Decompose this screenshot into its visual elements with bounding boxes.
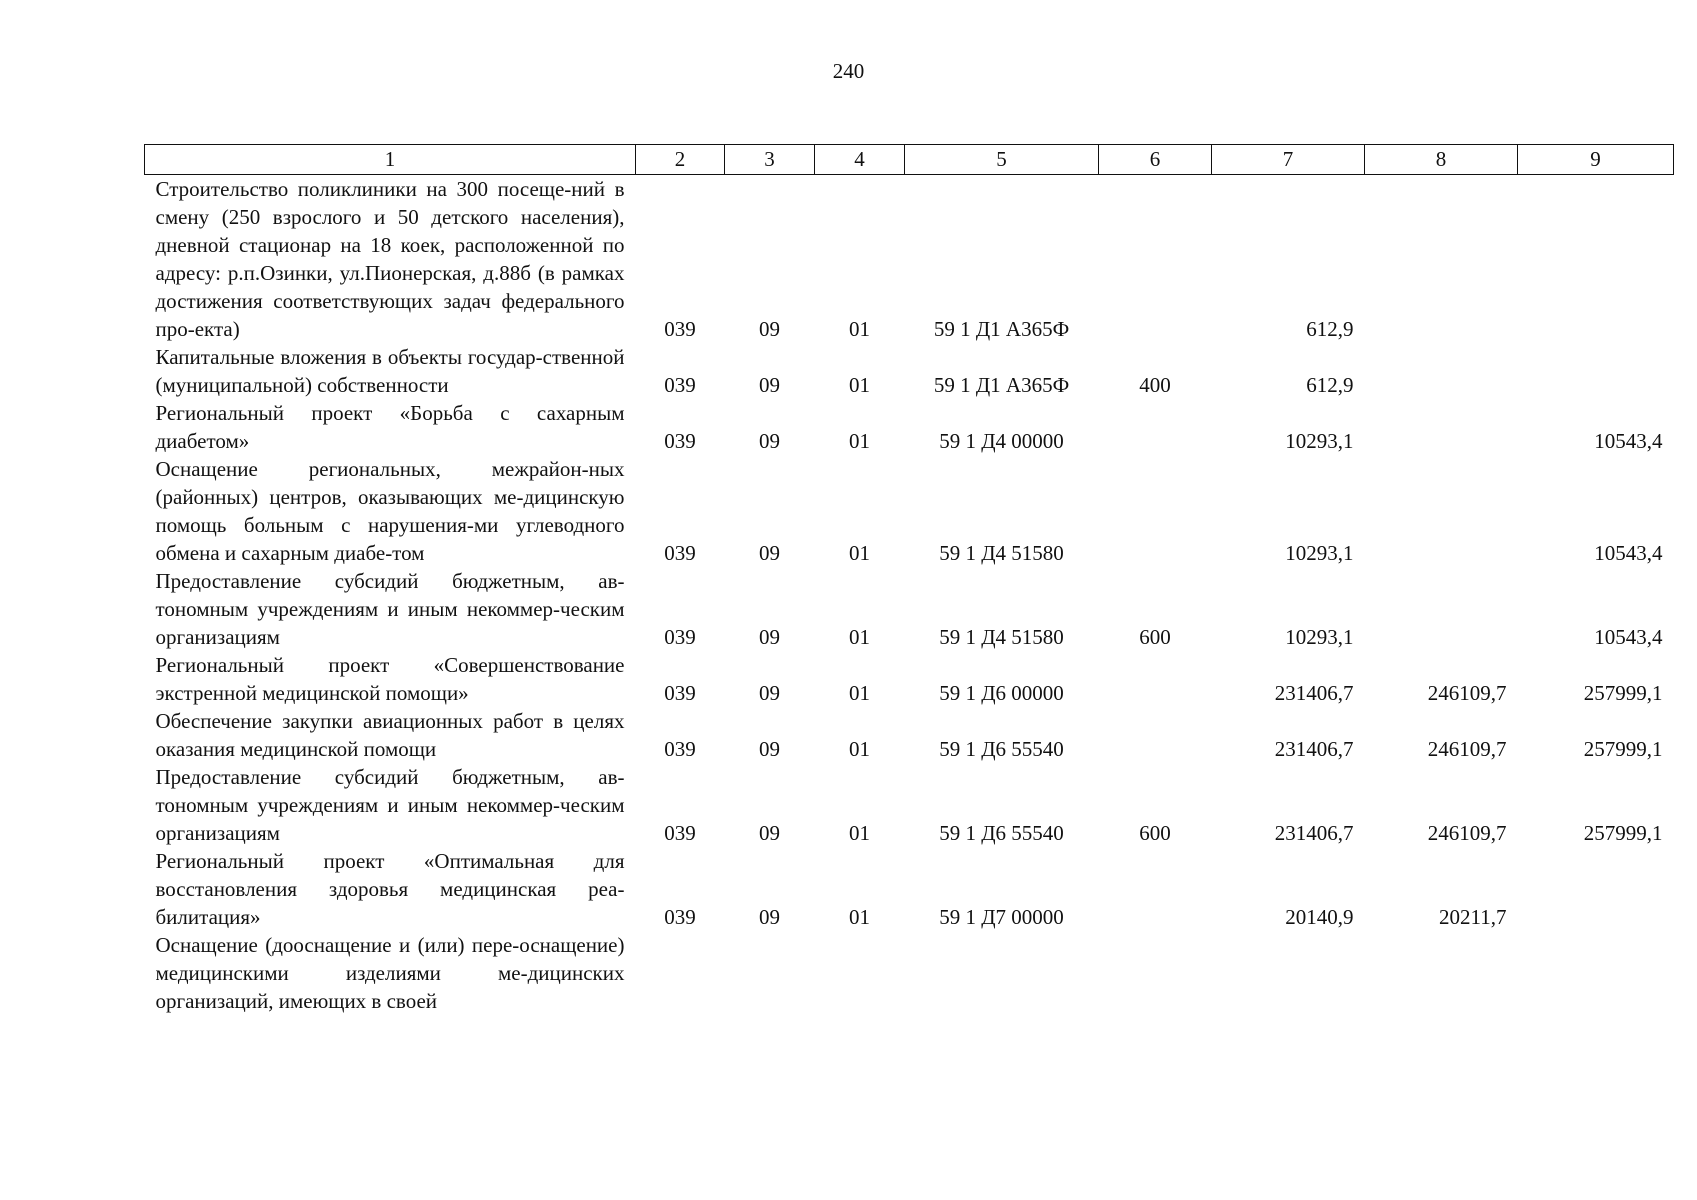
row-subsection-code: 01 (849, 429, 870, 453)
row-sum-1: 612,9 (1306, 373, 1354, 397)
row-expense-type (1099, 455, 1212, 567)
row-subsection-code: 01 (849, 373, 870, 397)
row-target-code: 59 1 Д7 00000 (939, 905, 1064, 929)
row-section-code: 09 (759, 625, 780, 649)
row-section-code: 09 (759, 737, 780, 761)
row-expense-type (1099, 399, 1212, 455)
row-target-code: 59 1 Д6 00000 (939, 681, 1064, 705)
row-expense-type: 400 (1139, 373, 1171, 397)
row-ministry-code: 039 (664, 317, 696, 341)
row-section-code: 09 (759, 317, 780, 341)
header-col-3: 3 (725, 145, 815, 175)
row-expense-type (1099, 651, 1212, 707)
row-subsection-code: 01 (849, 625, 870, 649)
row-sum-3: 10543,4 (1594, 625, 1663, 649)
row-sum-1: 10293,1 (1285, 541, 1354, 565)
table-row (145, 707, 1674, 763)
row-name: Строительство поликлиники на 300 посеще-ний в смену (250 взрослого и 50 детского населения), дневной стационар на 18 коек, расположенной по адресу: р.п.Озинки, ул.Пионерская, д.88б (в рамках достижения соответствующих задач федерального про-екта) (155, 177, 625, 341)
table-body (145, 175, 1674, 1016)
row-sum-1: 612,9 (1306, 317, 1354, 341)
row-sum-2: 246109,7 (1427, 681, 1507, 705)
row-section-code: 09 (759, 821, 780, 845)
table-row (145, 343, 1674, 399)
header-col-2: 2 (636, 145, 725, 175)
row-ministry-code: 039 (664, 625, 696, 649)
row-section-code: 09 (759, 429, 780, 453)
row-sum-1: 231406,7 (1274, 737, 1354, 761)
row-name: Региональный проект «Совершенствование экстренной медицинской помощи» (155, 653, 625, 705)
row-sum-3 (1518, 343, 1674, 399)
row-name: Региональный проект «Оптимальная для восстановления здоровья медицинская реа-билитация» (155, 849, 625, 929)
row-expense-type (1099, 931, 1212, 1015)
row-name: Капитальные вложения в объекты государ-ственной (муниципальной) собственности (155, 345, 625, 397)
row-ministry-code: 039 (664, 681, 696, 705)
row-section-code: 09 (759, 541, 780, 565)
row-expense-type: 600 (1139, 625, 1171, 649)
row-name: Региональный проект «Борьба с сахарным диабетом» (155, 401, 625, 453)
row-name: Оснащение (дооснащение и (или) пере-оснащение) медицинскими изделиями ме-дицинских организаций, имеющих в своей (155, 933, 625, 1013)
table-row (145, 175, 1674, 344)
row-ministry-code: 039 (664, 429, 696, 453)
row-subsection-code: 01 (849, 737, 870, 761)
row-section-code: 09 (759, 905, 780, 929)
header-col-6: 6 (1099, 145, 1212, 175)
row-sum-3 (1518, 847, 1674, 931)
row-sum-2: 246109,7 (1427, 737, 1507, 761)
row-sum-2 (1365, 399, 1518, 455)
header-col-7: 7 (1212, 145, 1365, 175)
row-sum-2 (1365, 175, 1518, 344)
row-name: Предоставление субсидий бюджетным, ав-тономным учреждениям и иным некоммер-ческим организациям (155, 569, 625, 649)
row-section-code (725, 931, 815, 1015)
row-expense-type (1099, 847, 1212, 931)
row-sum-1: 10293,1 (1285, 625, 1354, 649)
row-ministry-code: 039 (664, 737, 696, 761)
row-sum-1: 10293,1 (1285, 429, 1354, 453)
row-ministry-code: 039 (664, 541, 696, 565)
row-sum-3: 257999,1 (1583, 821, 1663, 845)
row-name: Оснащение региональных, межрайон-ных (районных) центров, оказывающих ме-дицинскую помощь больным с нарушения-ми углеводного обмена и сахарным диабе-том (155, 457, 625, 565)
row-subsection-code: 01 (849, 821, 870, 845)
row-sum-2 (1365, 567, 1518, 651)
table-row (145, 455, 1674, 567)
row-sum-3: 257999,1 (1583, 681, 1663, 705)
row-sum-1: 231406,7 (1274, 821, 1354, 845)
table-row (145, 763, 1674, 847)
row-section-code: 09 (759, 373, 780, 397)
row-subsection-code: 01 (849, 681, 870, 705)
row-sum-3: 257999,1 (1583, 737, 1663, 761)
row-ministry-code: 039 (664, 821, 696, 845)
table-row (145, 651, 1674, 707)
row-sum-1 (1212, 931, 1365, 1015)
row-subsection-code: 01 (849, 317, 870, 341)
row-sum-2: 20211,7 (1439, 905, 1507, 929)
row-target-code: 59 1 Д4 51580 (939, 625, 1064, 649)
row-sum-1: 231406,7 (1274, 681, 1354, 705)
row-sum-2 (1365, 343, 1518, 399)
row-expense-type: 600 (1139, 821, 1171, 845)
table-row (145, 847, 1674, 931)
row-target-code: 59 1 Д1 А365Ф (933, 317, 1070, 341)
table-row (145, 567, 1674, 651)
header-row (145, 145, 1674, 175)
header-col-4: 4 (815, 145, 905, 175)
row-target-code: 59 1 Д4 51580 (939, 541, 1064, 565)
row-ministry-code: 039 (664, 905, 696, 929)
row-target-code: 59 1 Д1 А365Ф (933, 373, 1070, 397)
table-row (145, 399, 1674, 455)
row-sum-1: 20140,9 (1285, 905, 1354, 929)
row-target-code: 59 1 Д4 00000 (939, 429, 1064, 453)
row-expense-type (1099, 707, 1212, 763)
header-col-1: 1 (145, 145, 636, 175)
row-section-code: 09 (759, 681, 780, 705)
header-col-5: 5 (905, 145, 1099, 175)
row-sum-3 (1518, 931, 1674, 1015)
row-sum-2 (1365, 455, 1518, 567)
row-subsection-code: 01 (849, 541, 870, 565)
budget-table (144, 144, 1674, 1015)
row-target-code (905, 931, 1099, 1015)
row-expense-type (1099, 175, 1212, 344)
row-sum-3 (1518, 175, 1674, 344)
row-subsection-code: 01 (849, 905, 870, 929)
table-row (145, 931, 1674, 1015)
row-target-code: 59 1 Д6 55540 (939, 737, 1064, 761)
row-sum-2 (1365, 931, 1518, 1015)
row-subsection-code (815, 931, 905, 1015)
row-target-code: 59 1 Д6 55540 (939, 821, 1064, 845)
table-header (145, 145, 1674, 175)
row-sum-2: 246109,7 (1427, 821, 1507, 845)
row-sum-3: 10543,4 (1594, 541, 1663, 565)
row-ministry-code: 039 (664, 373, 696, 397)
header-col-9: 9 (1518, 145, 1674, 175)
header-col-8: 8 (1365, 145, 1518, 175)
row-sum-3: 10543,4 (1594, 429, 1663, 453)
page-number: 240 (832, 59, 865, 83)
row-name: Предоставление субсидий бюджетным, ав-тономным учреждениям и иным некоммер-ческим организациям (155, 765, 625, 845)
row-ministry-code (636, 931, 725, 1015)
row-name: Обеспечение закупки авиационных работ в целях оказания медицинской помощи (155, 709, 625, 761)
